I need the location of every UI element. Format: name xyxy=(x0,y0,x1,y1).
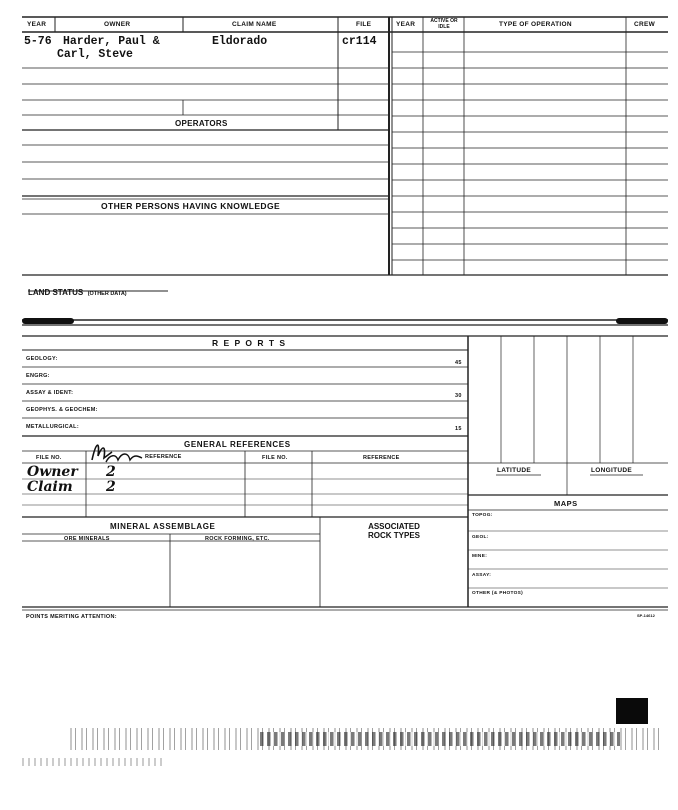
report-geology: GEOLOGY: xyxy=(26,356,58,362)
entry-owner-line2: Carl, Steve xyxy=(57,48,133,61)
col-owner: OWNER xyxy=(104,21,131,28)
entry-claim-name: Eldorado xyxy=(212,35,268,48)
scan-noise-band-3 xyxy=(22,758,162,766)
handwritten-claim: Claim xyxy=(27,479,73,495)
points-meriting-attention: POINTS MERITING ATTENTION: xyxy=(26,614,117,620)
entry-owner-line1: Harder, Paul & xyxy=(63,35,160,48)
handwritten-owner: Owner xyxy=(27,464,78,480)
col-active-or-idle: ACTIVE OR IDLE xyxy=(430,18,458,30)
report-metallurgical: METALLURGICAL: xyxy=(26,424,79,430)
handwritten-claim-ref: 2 xyxy=(106,479,116,495)
report-metallurgical-num: 15 xyxy=(455,426,462,432)
col-type-of-operation: TYPE OF OPERATION xyxy=(499,21,572,28)
map-other: OTHER (& PHOTOS) xyxy=(472,591,524,596)
land-status-sub: (OTHER DATA) xyxy=(87,291,127,297)
handwriting-scribble xyxy=(84,438,148,466)
map-mine: MINE: xyxy=(472,554,488,559)
land-status-label: LAND STATUS xyxy=(28,288,84,297)
report-engrg: ENGRG: xyxy=(26,373,50,379)
ref-reference-2: REFERENCE xyxy=(363,455,400,461)
map-assay: ASSAY: xyxy=(472,573,492,578)
report-geophys: GEOPHYS. & GEOCHEM: xyxy=(26,407,98,413)
rock-forming-label: ROCK FORMING, ETC. xyxy=(205,536,270,542)
ref-reference: REFERENCE xyxy=(145,454,182,460)
col-year-2: YEAR xyxy=(396,21,416,28)
ref-file-no-2: FILE NO. xyxy=(262,455,288,461)
associated-label: ASSOCIATED xyxy=(368,522,420,531)
longitude-label: LONGITUDE xyxy=(591,467,632,474)
mineral-assemblage-heading: MINERAL ASSEMBLAGE xyxy=(110,522,216,531)
map-topog: TOPOG: xyxy=(472,513,493,518)
ref-file-no: FILE NO. xyxy=(36,455,62,461)
scan-noise-band-2 xyxy=(260,732,620,746)
associated-rock-types-heading xyxy=(320,522,468,540)
land-status-heading xyxy=(28,282,127,300)
entry-file: cr114 xyxy=(342,35,377,48)
rock-types-label: ROCK TYPES xyxy=(367,531,420,540)
latitude-label: LATITUDE xyxy=(497,467,532,474)
general-references-heading: GENERAL REFERENCES xyxy=(184,440,291,449)
scan-block xyxy=(616,698,648,724)
col-claim-name: CLAIM NAME xyxy=(232,21,277,28)
form-code: SP-14612 xyxy=(637,613,655,618)
entry-year: 5-76 xyxy=(24,35,52,48)
other-persons-heading: OTHER PERSONS HAVING KNOWLEDGE xyxy=(101,201,281,211)
report-assay: ASSAY & IDENT: xyxy=(26,390,74,396)
handwritten-owner-ref: 2 xyxy=(106,464,116,480)
col-year: YEAR xyxy=(27,21,47,28)
report-assay-num: 30 xyxy=(455,393,462,399)
scan-mark-right xyxy=(616,318,668,324)
scan-mark-left xyxy=(22,318,74,324)
ore-minerals-label: ORE MINERALS xyxy=(64,536,110,542)
col-file: FILE xyxy=(356,21,372,28)
col-crew: CREW xyxy=(634,21,656,28)
maps-heading: MAPS xyxy=(554,499,578,508)
map-geol: GEOL: xyxy=(472,535,489,540)
reports-heading: R E P O R T S xyxy=(212,338,287,348)
operators-heading: OPERATORS xyxy=(175,119,228,128)
report-geology-num: 45 xyxy=(455,360,462,366)
